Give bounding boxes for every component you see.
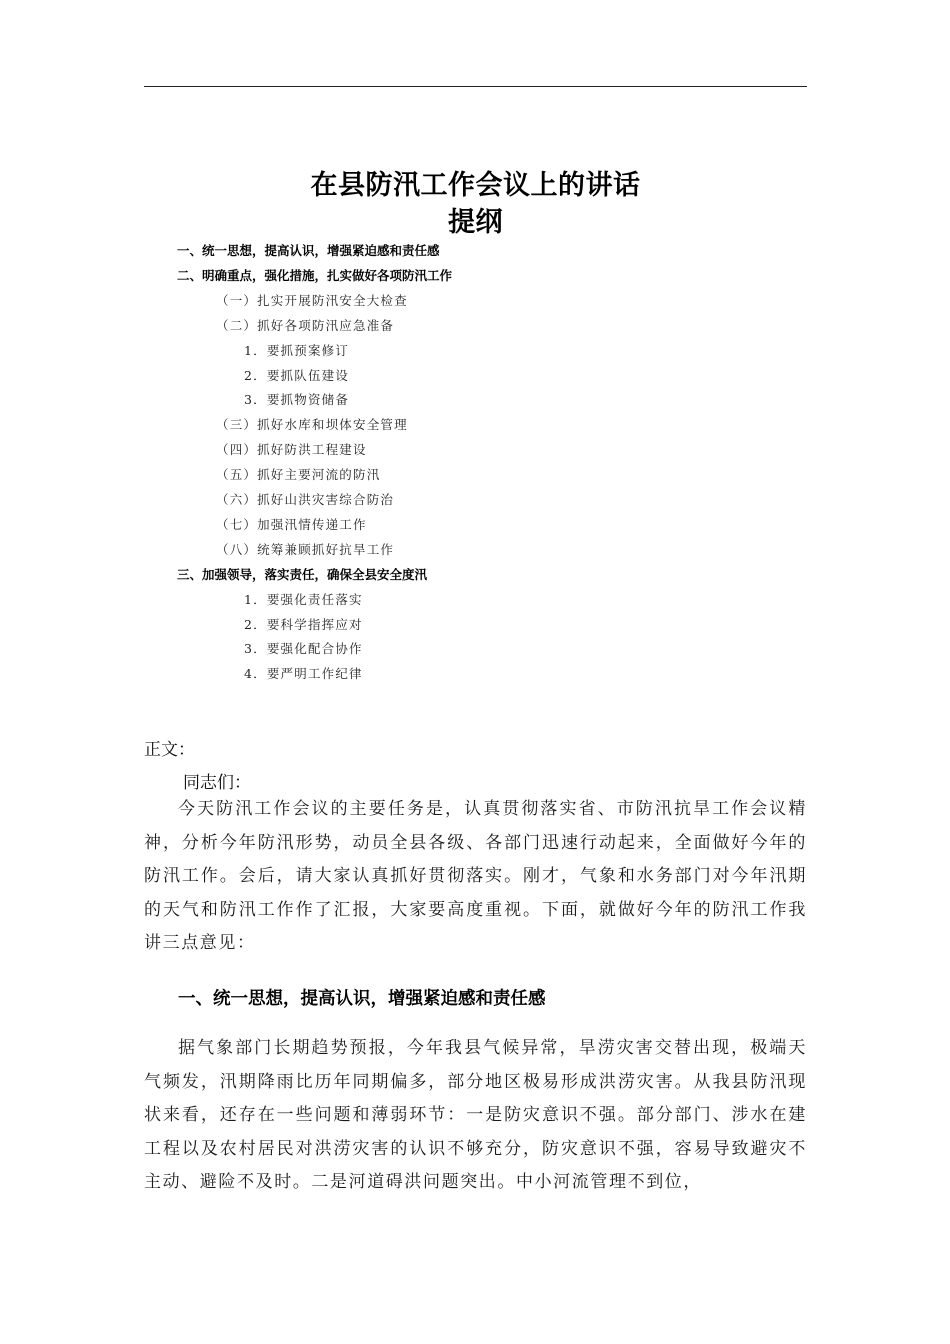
outline-item: 4．要严明工作纪律	[244, 666, 363, 681]
body-label: 正文：	[144, 740, 195, 760]
outline-item: 3．要抓物资储备	[244, 392, 350, 407]
section-paragraph: 据气象部门长期趋势预报，今年我县气候异常，旱涝灾害交替出现，极端天气频发，汛期降雨比历年同期偏多，部分地区极易形成洪涝灾害。从我县防汛现状来看，还存在一些问题和薄弱环节：一是防灾意识不强。部分部门、涉水在建工程以及农村居民对洪涝灾害的认识不够充分，防灾意识不强，容易导致避灾不主动、避险不及时。二是河道碍洪问题突出。中小河流管理不到位，	[144, 1038, 807, 1192]
outline-item: 1．要抓预案修订	[244, 343, 350, 358]
outline-item: 1．要强化责任落实	[244, 592, 363, 607]
greeting: 同志们：	[183, 773, 251, 793]
outline-item: （七）加强汛情传递工作	[216, 517, 367, 532]
outline-item: （四）抓好防洪工程建设	[216, 442, 367, 457]
outline-item: 2．要抓队伍建设	[244, 368, 350, 383]
intro-paragraph: 今天防汛工作会议的主要任务是，认真贯彻落实省、市防汛抗旱工作会议精神，分析今年防汛形势，动员全县各级、各部门迅速行动起来，全面做好今年的防汛工作。会后，请大家认真抓好贯彻落实。刚才，气象和水务部门对今年汛期的天气和防汛工作作了汇报，大家要高度重视。下面，就做好今年的防汛工作我讲三点意见：	[144, 799, 807, 953]
outline-item: （五）抓好主要河流的防汛	[216, 467, 381, 482]
outline-item: 二、明确重点，强化措施，扎实做好各项防汛工作	[177, 268, 453, 283]
outline-item: （一）扎实开展防汛安全大检查	[216, 293, 408, 308]
outline-item: （三）抓好水库和坝体安全管理	[216, 417, 408, 432]
document-subtitle: 提纲	[448, 207, 503, 238]
outline-item: 三、加强领导，落实责任，确保全县安全度汛	[177, 567, 428, 582]
outline-item: （八）统筹兼顾抓好抗旱工作	[216, 542, 395, 557]
outline-item: （二）抓好各项防汛应急准备	[216, 318, 395, 333]
document-title: 在县防汛工作会议上的讲话	[310, 170, 641, 201]
section-heading: 一、统一思想，提高认识，增强紧迫感和责任感	[178, 989, 546, 1009]
outline-item: 一、统一思想，提高认识，增强紧迫感和责任感	[177, 243, 440, 258]
outline-item: （六）抓好山洪灾害综合防治	[216, 492, 395, 507]
outline-item: 3．要强化配合协作	[244, 641, 363, 656]
outline-item: 2．要科学指挥应对	[244, 617, 363, 632]
